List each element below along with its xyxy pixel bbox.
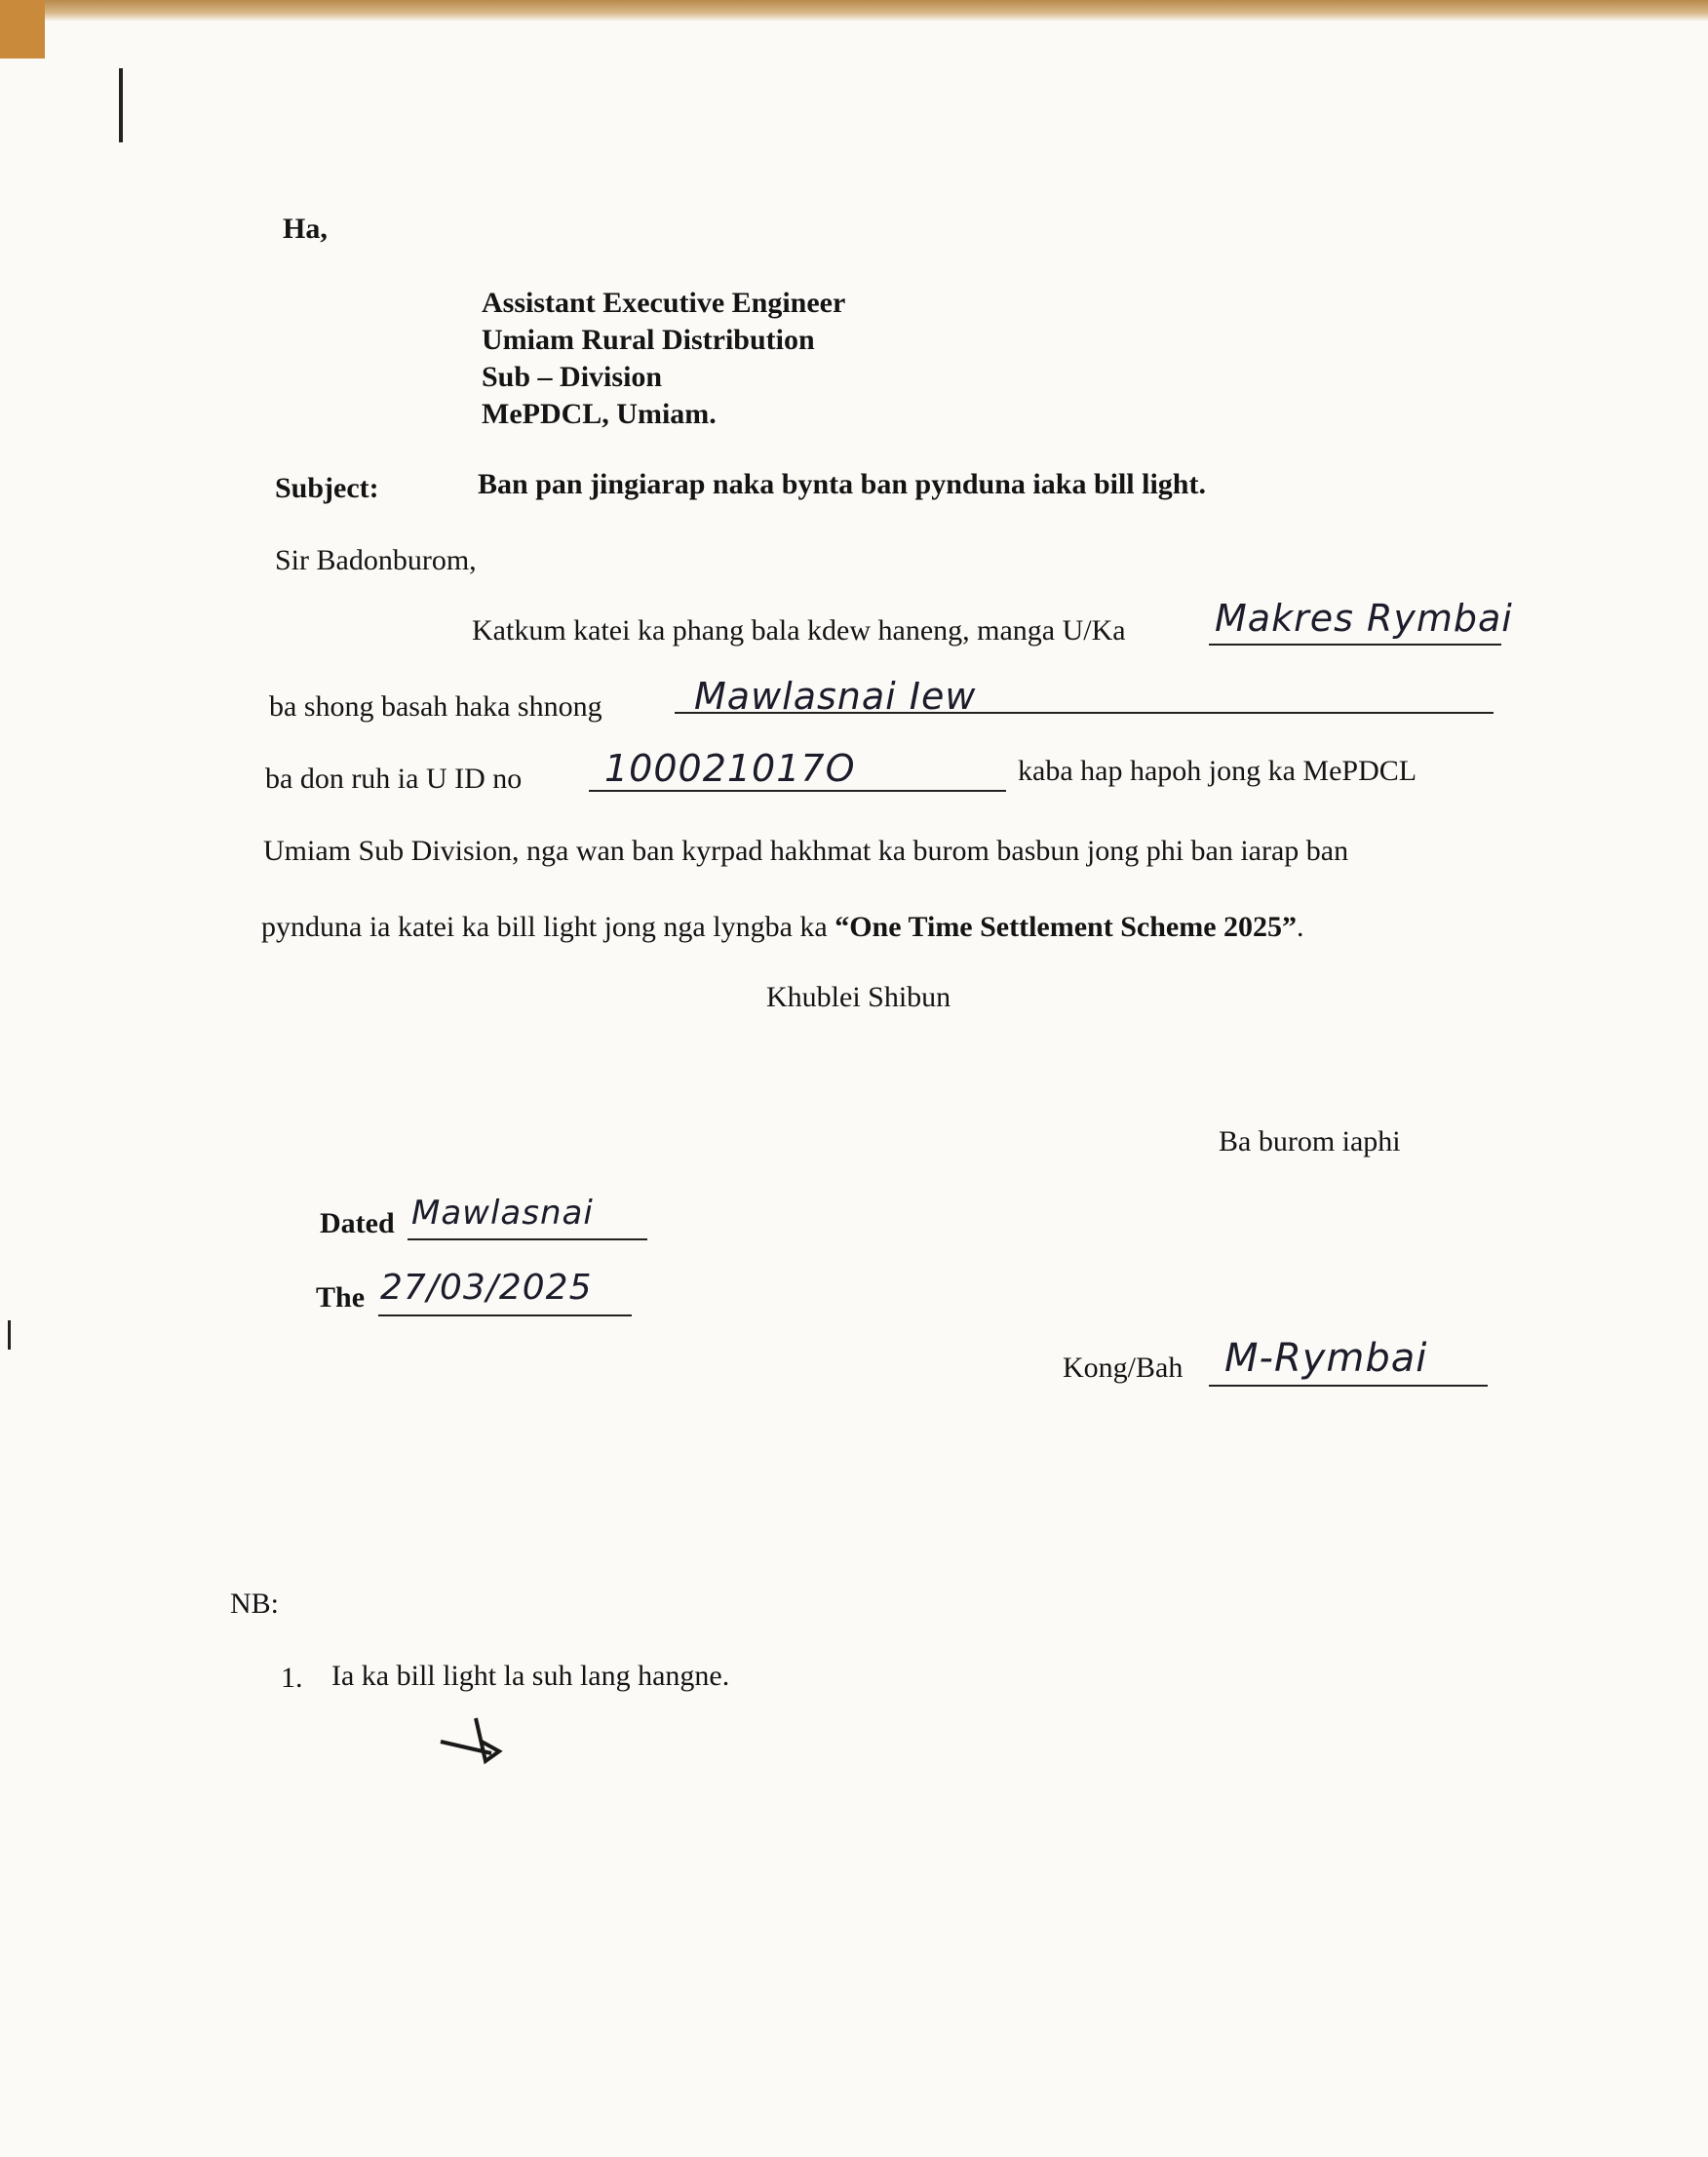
salutation: Sir Badonburom, (275, 544, 477, 576)
handwritten-signature: M-Rymbai (1224, 1336, 1428, 1381)
subject-label: Subject: (275, 472, 379, 504)
address-line-2: Umiam Rural Distribution (482, 324, 815, 356)
body-line-5-prefix: pynduna ia katei ka bill light jong nga lyngba ka (261, 911, 828, 943)
address-line-1: Assistant Executive Engineer (482, 287, 846, 319)
body-line-3-suffix: kaba hap hapoh jong ka MePDCL (1018, 755, 1417, 787)
body-line-3-prefix: ba don ruh ia U ID no (265, 763, 523, 795)
address-line-3: Sub – Division (482, 361, 663, 393)
handwritten-date: 27/03/2025 (380, 1268, 593, 1308)
dated-label: Dated (320, 1207, 395, 1239)
scan-top-edge (0, 0, 1708, 21)
scan-corner (0, 0, 45, 59)
handwritten-village: Mawlasnai Iew (694, 675, 977, 718)
place-underline (408, 1238, 647, 1240)
signature-underline (1209, 1385, 1488, 1387)
body-line-2: ba shong basah haka shnong (269, 690, 602, 723)
scan-mark (8, 1320, 11, 1350)
nb-item-number: 1. (281, 1662, 303, 1694)
body-line-1: Katkum katei ka phang bala kdew haneng, manga U/Ka (472, 614, 1126, 647)
body-line-5 (261, 911, 1304, 944)
initials-mark (437, 1712, 519, 1775)
nb-item-text: Ia ka bill light la suh lang hangne. (331, 1660, 730, 1692)
uid-underline (589, 790, 1006, 792)
scan-mark (119, 68, 123, 142)
handwritten-uid: 100021017O (604, 747, 856, 790)
the-label: The (316, 1281, 366, 1314)
name-underline (1209, 644, 1501, 646)
body-line-5-suffix: . (1297, 911, 1304, 943)
signature-label: Kong/Bah (1063, 1352, 1184, 1384)
subject-text: Ban pan jingiarap naka bynta ban pynduna iaka bill light. (478, 468, 1206, 500)
body-line-4: Umiam Sub Division, nga wan ban kyrpad hakhmat ka burom basbun jong phi ban iarap ban (263, 835, 1349, 867)
scheme-name: “One Time Settlement Scheme 2025” (835, 911, 1298, 943)
nb-label: NB: (230, 1588, 280, 1620)
date-underline (378, 1314, 632, 1316)
closing: Khublei Shibun (766, 981, 951, 1013)
village-underline (675, 712, 1494, 714)
address-line-4: MePDCL, Umiam. (482, 398, 717, 430)
greeting: Ha, (283, 213, 328, 245)
handwritten-place: Mawlasnai (411, 1194, 594, 1233)
yours-faithfully: Ba burom iaphi (1219, 1125, 1401, 1157)
handwritten-name: Makres Rymbai (1215, 597, 1513, 640)
